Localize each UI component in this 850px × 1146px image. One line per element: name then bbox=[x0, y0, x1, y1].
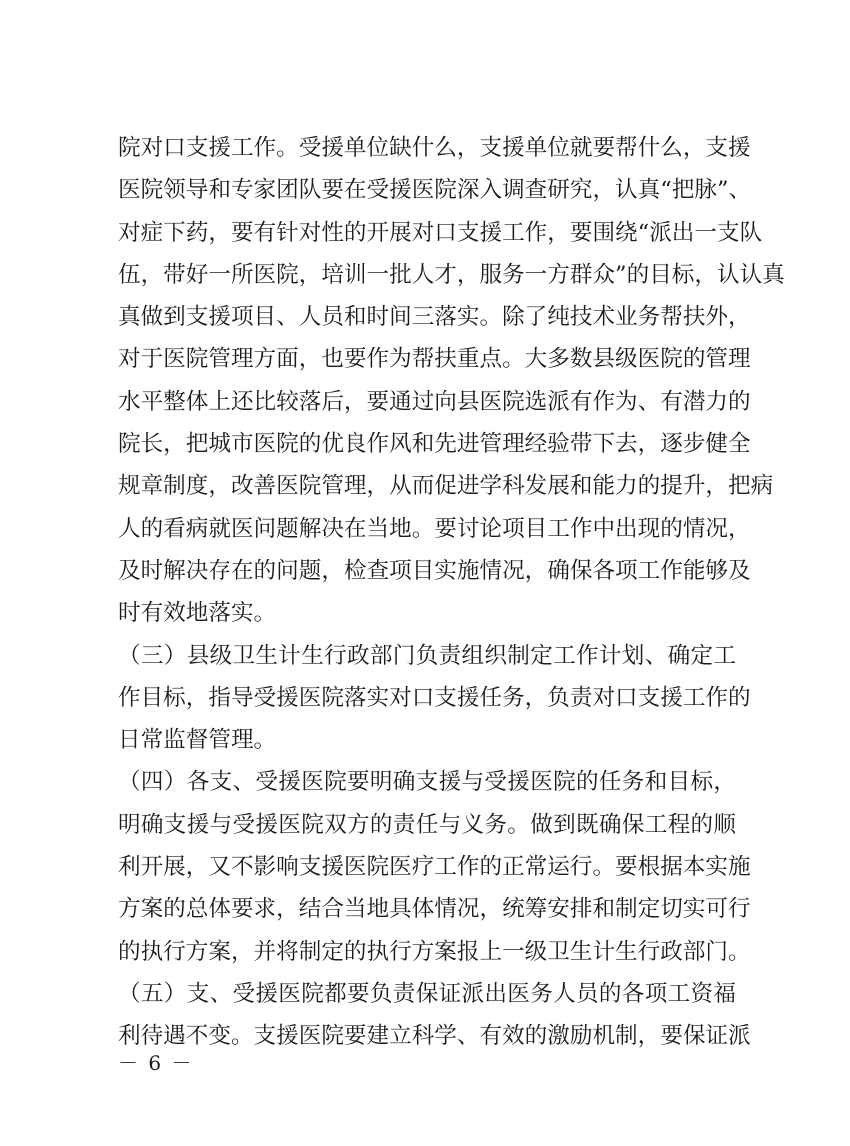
text-line: 对症下药，要有针对性的开展对口支援工作，要围绕“派出一支队 bbox=[118, 219, 763, 246]
text-line: 真做到支援项目、人员和时间三落实。除了纯技术业务帮扶外， bbox=[118, 304, 751, 331]
text-line: 方案的总体要求，结合当地具体情况，统筹安排和制定切实可行 bbox=[118, 896, 751, 923]
text-line: 日常监督管理。 bbox=[118, 727, 277, 754]
text-line: 医院领导和专家团队要在受援医院深入调查研究，认真“把脉”、 bbox=[118, 177, 752, 204]
text-line: （三）县级卫生计生行政部门负责组织制定工作计划、确定工 bbox=[118, 642, 736, 669]
text-line: 院长，把城市医院的优良作风和先进管理经验带下去，逐步健全 bbox=[118, 431, 751, 458]
text-line: 作目标，指导受援医院落实对口支援任务，负责对口支援工作的 bbox=[118, 684, 751, 711]
text-line: 时有效地落实。 bbox=[118, 600, 277, 627]
text-line: 规章制度，改善医院管理，从而促进学科发展和能力的提升，把病 bbox=[118, 473, 774, 500]
text-line: 对于医院管理方面，也要作为帮扶重点。大多数县级医院的管理 bbox=[118, 346, 751, 373]
text-line: 伍，带好一所医院，培训一批人才，服务一方群众”的目标，认认真 bbox=[118, 261, 785, 288]
page-number: － 6 － bbox=[118, 1051, 194, 1075]
body-text bbox=[118, 127, 785, 1058]
text-line: 利待遇不变。支援医院要建立科学、有效的激励机制，要保证派 bbox=[118, 1023, 751, 1050]
text-line: 利开展，又不影响支援医院医疗工作的正常运行。要根据本实施 bbox=[118, 854, 751, 881]
text-line: 院对口支援工作。受援单位缺什么，支援单位就要帮什么，支援 bbox=[118, 135, 751, 161]
text-line: 明确支援与受援医院双方的责任与义务。做到既确保工程的顺 bbox=[118, 811, 736, 838]
text-line: （四）各支、受援医院要明确支援与受援医院的任务和目标， bbox=[118, 769, 736, 796]
text-line: （五）支、受援医院都要负责保证派出医务人员的各项工资福 bbox=[118, 980, 736, 1007]
text-line: 人的看病就医问题解决在当地。要讨论项目工作中出现的情况， bbox=[118, 515, 751, 542]
text-line: 的执行方案，并将制定的执行方案报上一级卫生计生行政部门。 bbox=[118, 938, 751, 965]
text-line: 及时解决存在的问题，检查项目实施情况，确保各项工作能够及 bbox=[118, 557, 751, 584]
text-line: 水平整体上还比较落后，要通过向县医院选派有作为、有潜力的 bbox=[118, 388, 751, 415]
